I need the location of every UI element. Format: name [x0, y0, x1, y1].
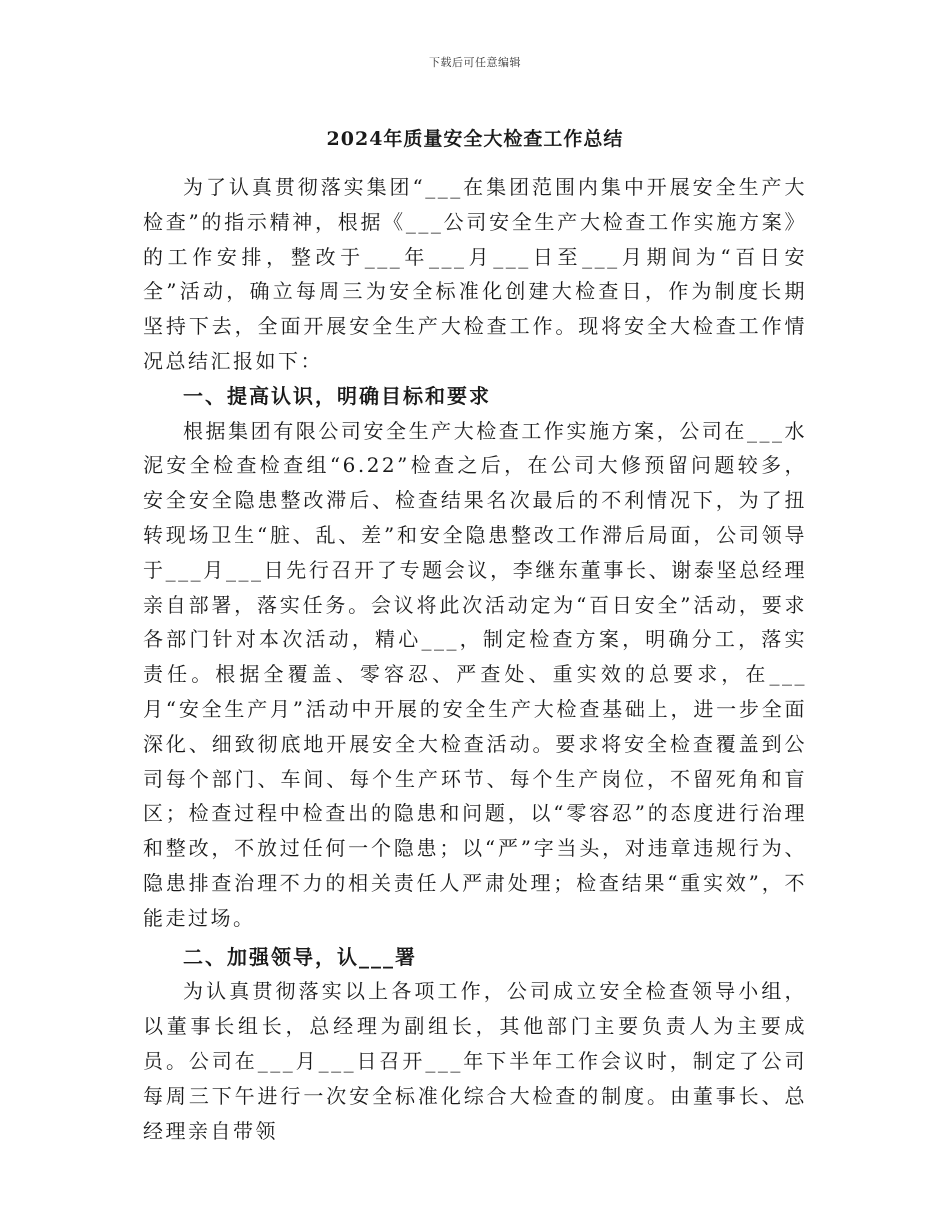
section-2-paragraph: 为认真贯彻落实以上各项工作，公司成立安全检查领导小组，以董事长组长，总经理为副组长，其他部门主要负责人为主要成员。公司在___月___日召开___年下半年工作会议时，制定了公司每周三下午进行一次安全标准化综合大检查的制度。由董事长、总经理亲自带领: [143, 979, 807, 1143]
intro-paragraph: 为了认真贯彻落实集团“___在集团范围内集中开展安全生产大检查”的指示精神，根据《___公司安全生产大检查工作实施方案》的工作安排，整改于___年___月___日至___月期间为“百日安全”活动，确立每周三为安全标准化创建大检查日，作为制度长期坚持下去，全面开展安全生产大检查工作。现将安全大检查工作情况总结汇报如下：: [143, 175, 807, 373]
document-title: 2024年质量安全大检查工作总结: [326, 128, 624, 150]
document-body: [143, 170, 807, 1148]
section-2-heading: 二、加强领导，认___署: [183, 944, 417, 969]
section-1-heading: 一、提高认识，明确目标和要求: [183, 383, 491, 408]
section-1-paragraph: 根据集团有限公司安全生产大检查工作实施方案，公司在___水泥安全检查检查组“6.22”检查之后，在公司大修预留问题较多，安全安全隐患整改滞后、检查结果名次最后的不利情况下，为了扭转现场卫生“脏、乱、差”和安全隐患整改工作滞后局面，公司领导于___月___日先行召开了专题会议，李继东董事长、谢泰坚总经理亲自部署，落实任务。会议将此次活动定为“百日安全”活动，要求各部门针对本次活动，精心___，制定检查方案，明确分工，落实责任。根据全覆盖、零容忍、严查处、重实效的总要求，在___月“安全生产月”活动中开展的安全生产大检查基础上，进一步全面深化、细致彻底地开展安全大检查活动。要求将安全检查覆盖到公司每个部门、车间、每个生产环节、每个生产岗位，不留死角和盲区；检查过程中检查出的隐患和问题，以“零容忍”的态度进行治理和整改，不放过任何一个隐患；以“严”字当头，对违章违规行为、隐患排查治理不力的相关责任人严肃处理；检查结果“重实效”，不能走过场。: [143, 418, 807, 930]
header-note: 下载后可任意编辑: [429, 56, 521, 69]
